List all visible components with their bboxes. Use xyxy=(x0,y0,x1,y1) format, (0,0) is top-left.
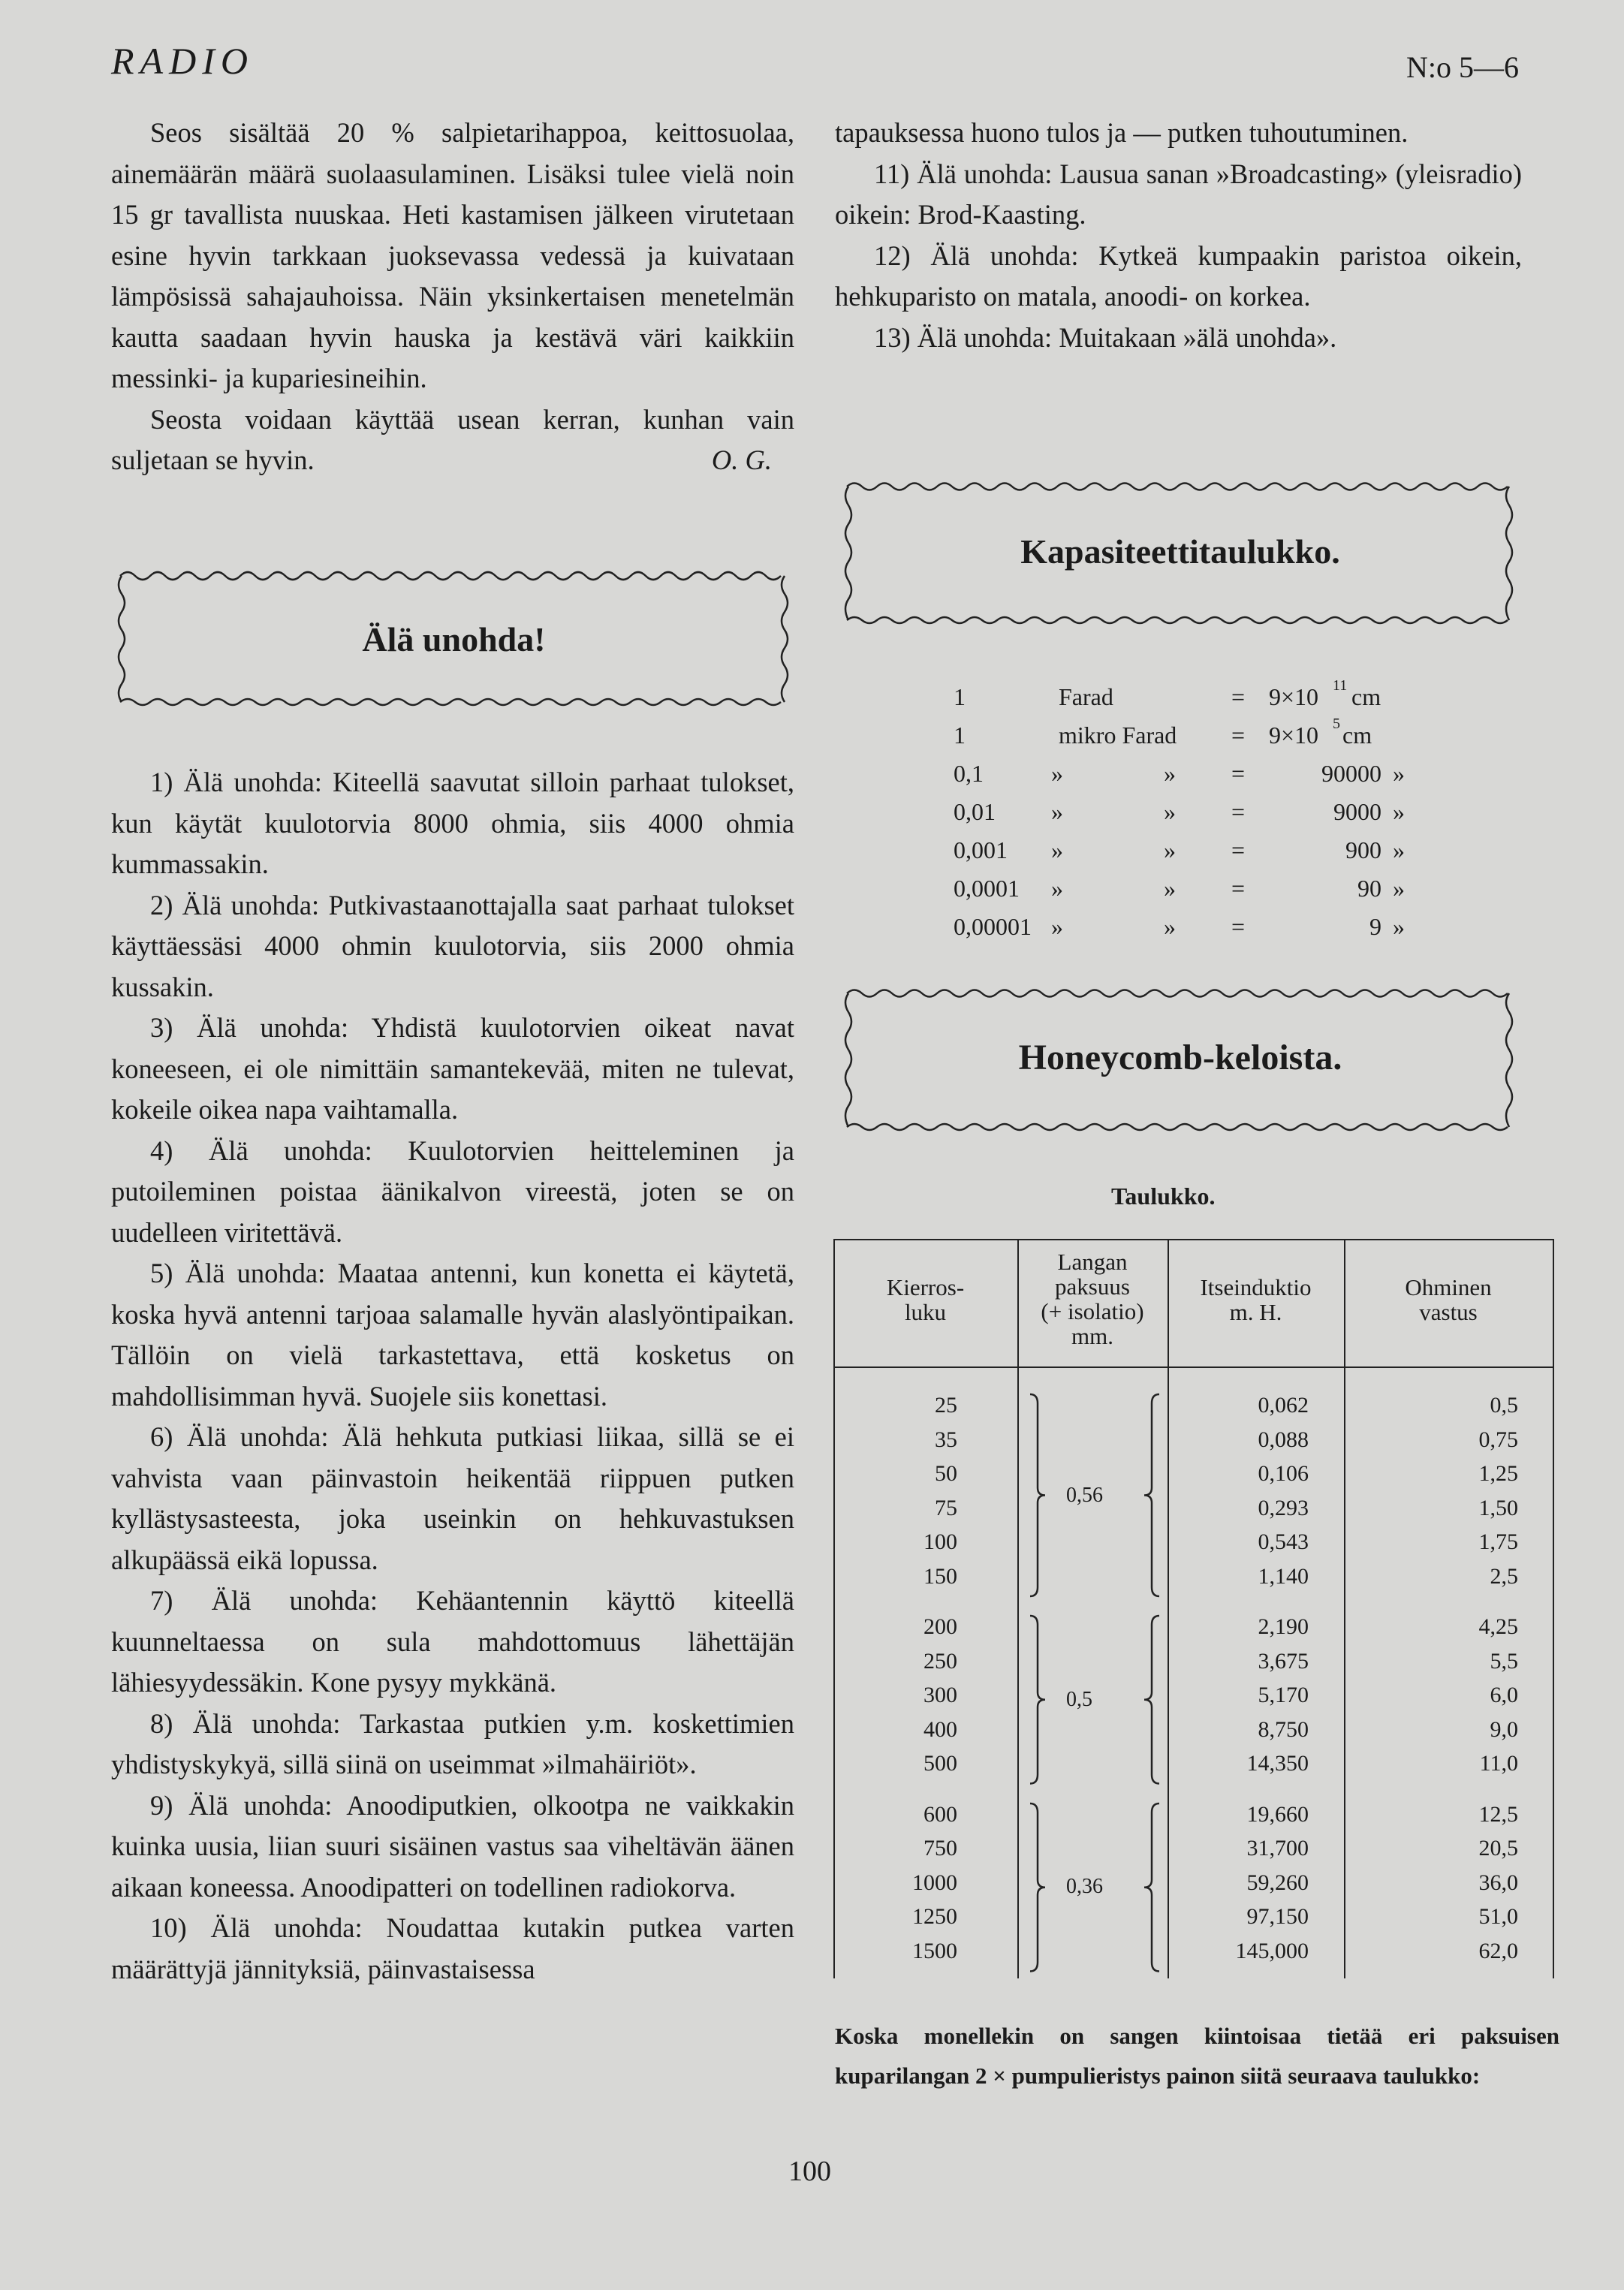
tip-item: 4) Älä unohda: Kuulotorvien heitteleminen ja putoileminen poistaa äänikalvon vireestä, joten se on uudelleen viritettävä. xyxy=(111,1134,794,1248)
page-number: 100 xyxy=(788,2156,831,2187)
turns-cell: 25 xyxy=(935,1393,957,1418)
inductance-cell: 0,062 xyxy=(1258,1393,1309,1418)
capacity-unit: » xyxy=(1051,913,1063,940)
capacity-row xyxy=(954,875,1419,905)
capacity-value: 9×10 xyxy=(1269,722,1319,749)
header-resistance: Ohminen vastus xyxy=(1405,1274,1492,1325)
inductance-cell: 0,543 xyxy=(1258,1529,1309,1554)
capacity-unit: » xyxy=(1051,760,1063,787)
capacity-row xyxy=(954,677,1419,713)
honeycomb-title: Honeycomb-keloista. xyxy=(1018,1038,1342,1077)
tip-item: 13) Älä unohda: Muitakaan »älä unohda». xyxy=(874,321,1337,353)
brace-left xyxy=(1140,1802,1162,1973)
capacity-exponent: 11 xyxy=(1333,677,1348,694)
inductance-cell: 3,675 xyxy=(1258,1648,1309,1674)
intro-paragraph: Seos sisältää 20 % salpietarihappoa, keittosuolaa, ainemäärän määrä suolaasulaminen. Lisäksi tulee vielä noin 15 gr tavallista nuuskaa. Heti kastamisen jälkeen virutetaan esine hyvin tarkkaan juoksevassa vedessä ja kuivataan lämpösissä sahajauhoissa. Näin yksinkertaisen menetelmän kautta saadaan hyvin hauska ja kestävä väri kaikkiin messinki- ja kupariesineihin. xyxy=(111,117,794,393)
turns-cell: 400 xyxy=(923,1716,957,1742)
equals-sign: = xyxy=(1231,875,1246,902)
inductance-cell: 0,293 xyxy=(1258,1495,1309,1520)
tip-item: 3) Älä unohda: Yhdistä kuulotorvien oikeat navat koneeseen, ei ole nimittäin samantekevää, miten ne tulevat, kokeile oikea napa vaihtamalla. xyxy=(111,1012,794,1125)
resistance-cell: 2,5 xyxy=(1490,1563,1518,1589)
inductance-cell: 8,750 xyxy=(1258,1716,1309,1742)
brace-left xyxy=(1140,1393,1162,1598)
resistance-cell: 4,25 xyxy=(1478,1614,1518,1639)
wire-diameter-cell: 0,36 xyxy=(1066,1875,1103,1899)
right-items xyxy=(835,113,1522,358)
capacity-unit-ditto: » xyxy=(1164,913,1176,940)
inductance-cell: 0,088 xyxy=(1258,1427,1309,1452)
table-border xyxy=(1553,1239,1554,1978)
inductance-cell: 14,350 xyxy=(1246,1751,1309,1776)
capacity-value: 9 xyxy=(1369,913,1381,940)
turns-cell: 1000 xyxy=(912,1870,957,1895)
inductance-cell: 0,106 xyxy=(1258,1461,1309,1486)
capacity-unit: » xyxy=(1051,798,1063,825)
equals-sign: = xyxy=(1231,722,1246,749)
capacity-row xyxy=(954,836,1419,866)
resistance-cell: 20,5 xyxy=(1478,1836,1518,1861)
footnote-paragraph: Koska monellekin on sangen kiintoisaa tietää eri paksuisen kuparilangan 2 × pumpulieristys painon siitä seuraava taulukko: xyxy=(835,2023,1559,2089)
turns-cell: 100 xyxy=(923,1529,957,1554)
column-divider xyxy=(1168,1239,1169,1978)
capacity-suffix: » xyxy=(1393,875,1405,902)
capacity-row xyxy=(954,716,1419,752)
ala-unohda-box xyxy=(114,559,794,713)
resistance-cell: 1,25 xyxy=(1478,1461,1518,1486)
capacity-value: 900 xyxy=(1345,836,1381,863)
table-caption: Taulukko. xyxy=(1111,1183,1216,1210)
resistance-cell: 5,5 xyxy=(1490,1648,1518,1674)
honeycomb-coil-table xyxy=(833,1239,1554,1990)
capacity-suffix: cm xyxy=(1342,722,1372,749)
turns-cell: 1250 xyxy=(912,1904,957,1929)
capacity-row xyxy=(954,760,1419,790)
capacity-row xyxy=(954,913,1419,943)
turns-cell: 250 xyxy=(923,1648,957,1674)
capacity-amount: 0,001 xyxy=(954,836,1008,863)
capacity-suffix: » xyxy=(1393,760,1405,787)
wire-diameter-cell: 0,5 xyxy=(1066,1687,1092,1711)
capacity-unit-ditto: » xyxy=(1164,836,1176,863)
resistance-cell: 1,50 xyxy=(1478,1495,1518,1520)
issue-number: N:o 5—6 xyxy=(1406,50,1519,84)
capacity-amount: 1 xyxy=(954,722,966,749)
capacity-value: 9000 xyxy=(1333,798,1381,825)
tip-item: 1) Älä unohda: Kiteellä saavutat silloin parhaat tulokset, kun käytät kuulotorvia 8000 ohmia, siis 4000 ohmia kummassakin. xyxy=(111,767,794,879)
equals-sign: = xyxy=(1231,760,1246,787)
resistance-cell: 12,5 xyxy=(1478,1801,1518,1827)
table-border xyxy=(833,1239,835,1978)
tip-item: 5) Älä unohda: Maataa antenni, kun konetta ei käytetä, koska hyvä antenni tarjoaa salamalle hyvän alaslyöntipaikan. Tällöin on vielä tarkastettava, että kosketus on mahdollisimman hyvä. Suojele siis konettasi. xyxy=(111,1258,794,1412)
capacity-amount: 0,00001 xyxy=(954,913,1032,940)
turns-cell: 50 xyxy=(935,1461,957,1486)
capacity-amount: 0,0001 xyxy=(954,875,1020,902)
table-rule-header xyxy=(833,1366,1554,1368)
turns-cell: 600 xyxy=(923,1801,957,1827)
capacity-unit-ditto: » xyxy=(1164,798,1176,825)
inductance-cell: 31,700 xyxy=(1246,1836,1309,1861)
brace-right xyxy=(1027,1802,1050,1973)
header-wire-thickness: Langan paksuus (+ isolatio) mm. xyxy=(1041,1249,1144,1349)
left-items xyxy=(111,762,794,1990)
equals-sign: = xyxy=(1231,913,1246,940)
inductance-cell: 145,000 xyxy=(1235,1938,1309,1963)
inductance-cell: 2,190 xyxy=(1258,1614,1309,1639)
capacity-amount: 1 xyxy=(954,683,966,710)
honeycomb-title-box xyxy=(842,980,1518,1137)
resistance-cell: 51,0 xyxy=(1478,1904,1518,1929)
capacity-value: 9×10 xyxy=(1269,683,1319,710)
tip-item: 7) Älä unohda: Kehäantennin käyttö kiteellä kuunneltaessa on sula mahdottomuus lähettäjän lähiesyydessäkin. Kone pysyy mykkänä. xyxy=(111,1585,794,1698)
turns-cell: 150 xyxy=(923,1563,957,1589)
turns-cell: 500 xyxy=(923,1751,957,1776)
signature: O. G. xyxy=(711,444,772,475)
tip-item: 8) Älä unohda: Tarkastaa putkien y.m. koskettimien yhdistyskykyä, sillä siinä on useimmat »ilmahäiriöt». xyxy=(111,1707,794,1779)
capacity-value: 90 xyxy=(1357,875,1381,902)
tip-item: 10) Älä unohda: Noudattaa kutakin putkea varten määrättyjä jännityksiä, päinvastaisessa xyxy=(111,1912,794,1984)
inductance-cell: 59,260 xyxy=(1246,1870,1309,1895)
brace-right xyxy=(1027,1393,1050,1598)
turns-cell: 75 xyxy=(935,1495,957,1520)
intro-paragraph: Seosta voidaan käyttää usean kerran, kunhan vain suljetaan se hyvin. xyxy=(111,403,794,475)
capacity-suffix: » xyxy=(1393,798,1405,825)
capacity-suffix: » xyxy=(1393,913,1405,940)
equals-sign: = xyxy=(1231,798,1246,825)
capacity-table-title: Kapasiteettitaulukko. xyxy=(1020,532,1340,571)
column-divider xyxy=(1017,1239,1019,1978)
turns-cell: 1500 xyxy=(912,1938,957,1963)
resistance-cell: 11,0 xyxy=(1479,1751,1518,1776)
capacity-unit: » xyxy=(1051,836,1063,863)
tip-item: 12) Älä unohda: Kytkeä kumpaakin paristoa oikein, hehkuparisto on matala, anoodi- on korkea. xyxy=(835,240,1522,312)
resistance-cell: 9,0 xyxy=(1490,1716,1518,1742)
running-header-title: RADIO xyxy=(111,40,254,82)
tip-item: 9) Älä unohda: Anoodiputkien, olkootpa ne vaikkakin kuinka uusia, liian suuri sisäinen vastus saa viheltävän äänen aikaan koneessa. Anoodipatteri on todellinen radiokorva. xyxy=(111,1789,794,1903)
resistance-cell: 0,75 xyxy=(1478,1427,1518,1452)
turns-cell: 300 xyxy=(923,1683,957,1707)
capacity-title-box xyxy=(842,473,1518,631)
capacity-unit-ditto: » xyxy=(1164,875,1176,902)
tip-item: 6) Älä unohda: Älä hehkuta putkiasi liikaa, sillä se ei vahvista vaan päinvastoin heikentää riippuen putken kyllästysasteesta, joka useinkin on hehkuvastuksen alkupäässä eikä lopussa. xyxy=(111,1421,794,1575)
header-inductance: Itseinduktio m. H. xyxy=(1200,1274,1312,1325)
left-intro xyxy=(111,113,794,481)
capacity-exponent: 5 xyxy=(1333,716,1340,732)
capacity-unit: Farad xyxy=(1059,683,1113,710)
wire-diameter-cell: 0,56 xyxy=(1066,1483,1103,1507)
table-rule-top xyxy=(833,1239,1554,1240)
capacity-suffix: cm xyxy=(1351,683,1381,710)
capacity-unit: » xyxy=(1051,875,1063,902)
turns-cell: 200 xyxy=(923,1614,957,1639)
equals-sign: = xyxy=(1231,683,1246,710)
capacity-unit: mikro Farad xyxy=(1059,722,1177,749)
resistance-cell: 6,0 xyxy=(1490,1683,1518,1707)
inductance-cell: 5,170 xyxy=(1258,1683,1309,1707)
column-divider xyxy=(1344,1239,1345,1978)
capacity-value: 90000 xyxy=(1321,760,1381,787)
capacity-unit-ditto: » xyxy=(1164,760,1176,787)
tip-item: 11) Älä unohda: Lausua sanan »Broadcasting» (yleisradio) oikein: Brod-Kaasting. xyxy=(835,158,1522,230)
resistance-cell: 62,0 xyxy=(1478,1938,1518,1963)
resistance-cell: 36,0 xyxy=(1478,1870,1518,1895)
box-title-ala-unohda: Älä unohda! xyxy=(362,620,546,658)
inductance-cell: 19,660 xyxy=(1246,1801,1309,1827)
capacity-amount: 0,1 xyxy=(954,760,984,787)
resistance-cell: 1,75 xyxy=(1478,1529,1518,1554)
inductance-cell: 1,140 xyxy=(1258,1563,1309,1589)
brace-right xyxy=(1027,1614,1050,1785)
equals-sign: = xyxy=(1231,836,1246,863)
capacity-row xyxy=(954,798,1419,828)
brace-left xyxy=(1140,1614,1162,1785)
tip-item-continued: tapauksessa huono tulos ja — putken tuhoutuminen. xyxy=(835,117,1409,148)
header-turns: Kierros- luku xyxy=(886,1274,965,1325)
turns-cell: 35 xyxy=(935,1427,957,1452)
capacity-amount: 0,01 xyxy=(954,798,996,825)
capacity-suffix: » xyxy=(1393,836,1405,863)
resistance-cell: 0,5 xyxy=(1490,1393,1518,1418)
turns-cell: 750 xyxy=(923,1836,957,1861)
inductance-cell: 97,150 xyxy=(1246,1904,1309,1929)
tip-item: 2) Älä unohda: Putkivastaanottajalla saat parhaat tulokset käyttäessäsi 4000 ohmin kuulotorvia, siis 2000 ohmia kussakin. xyxy=(111,889,794,1002)
